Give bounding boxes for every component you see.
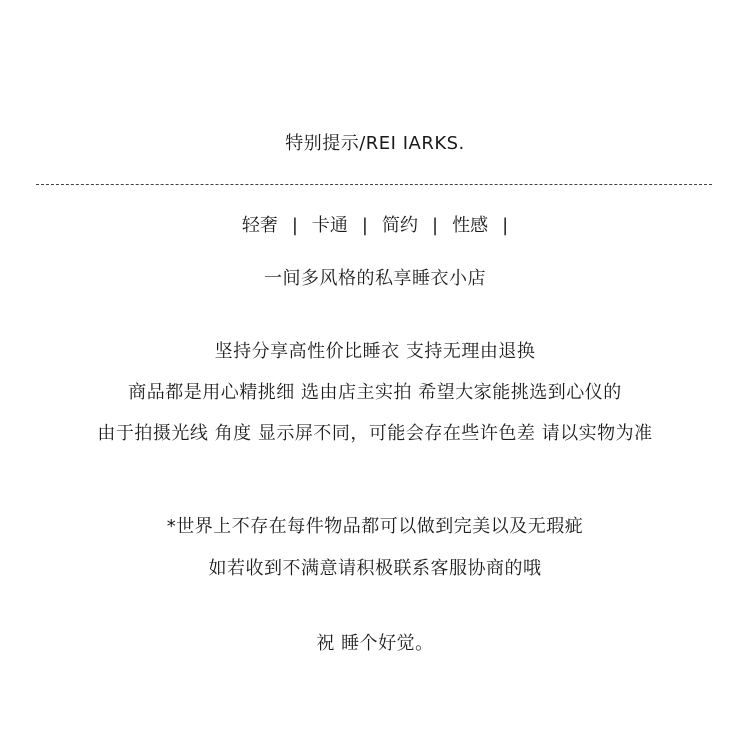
tag-separator: | — [432, 215, 439, 236]
paragraph-line: 商品都是用心精挑细 选由店主实拍 希望大家能挑选到心仪的 — [128, 382, 622, 403]
closing-greeting: 祝 睡个好觉。 — [316, 633, 434, 654]
dashed-divider — [36, 184, 712, 185]
tag-luxury: 轻奢 — [241, 215, 278, 236]
paragraph-line: 由于拍摄光线 角度 显示屏不同，可能会存在些许色差 请以实物为准 — [97, 423, 653, 444]
tag-separator: | — [502, 215, 509, 236]
tag-separator: | — [291, 215, 298, 236]
style-tags — [0, 213, 750, 239]
tag-simple: 简约 — [382, 215, 418, 236]
tag-separator: | — [361, 215, 368, 236]
tag-sexy: 性感 — [452, 215, 489, 236]
disclaimer-line: *世界上不存在每件物品都可以做到完美以及无瑕疵 — [166, 516, 584, 537]
paragraph-line: 坚持分享高性价比睡衣 支持无理由退换 — [214, 341, 536, 362]
contact-line: 如若收到不满意请积极联系客服协商的哦 — [208, 558, 542, 579]
tag-cartoon: 卡通 — [311, 215, 348, 236]
shop-subtitle: 一间多风格的私享睡衣小店 — [264, 268, 486, 289]
page-title: 特别提示/REI IARKS. — [285, 133, 465, 154]
